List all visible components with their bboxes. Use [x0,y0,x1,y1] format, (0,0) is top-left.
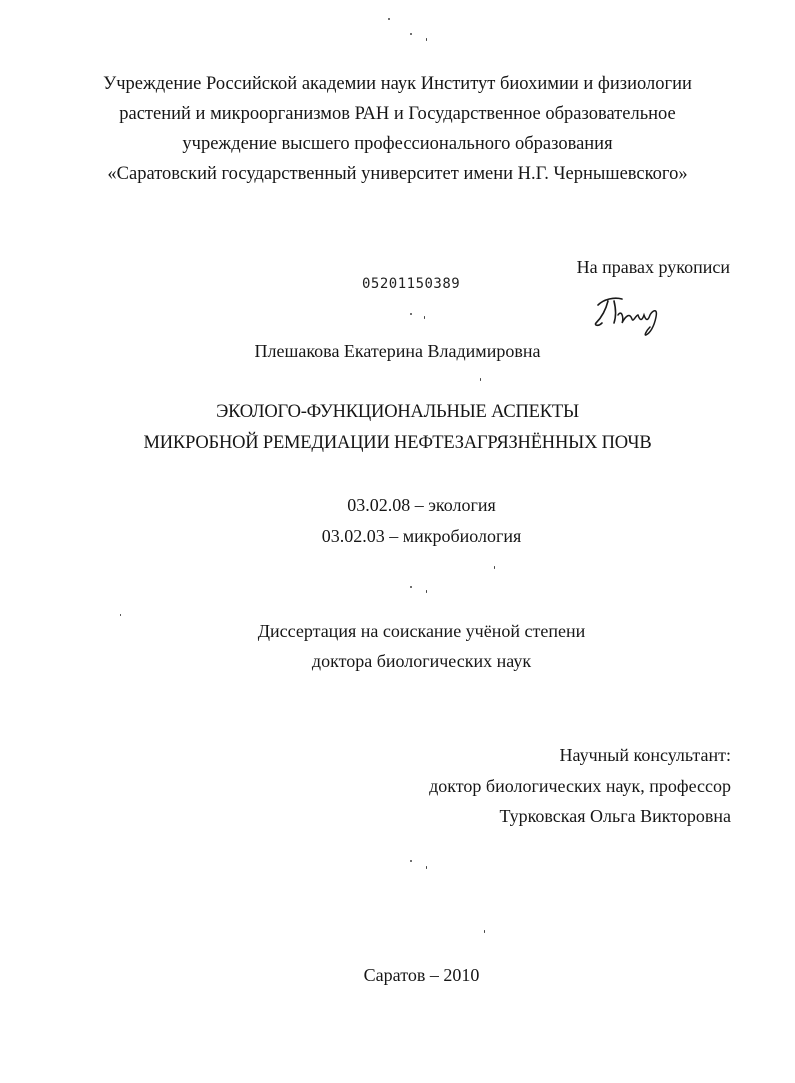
specialty-ecology: 03.02.08 – экология [347,495,496,515]
specialty-microbiology: 03.02.03 – микробиология [321,526,522,546]
scan-speck [426,866,427,869]
institution-line-1: Учреждение Российской академии наук Институт биохимии и физиологии [103,74,692,94]
scan-speck [120,614,121,616]
manuscript-note: На правах рукописи [576,257,730,277]
consultant-name: Турковская Ольга Викторовна [499,806,731,826]
institution-line-3: учреждение высшего профессионального образования [182,134,613,154]
title-line-1: ЭКОЛОГО-ФУНКЦИОНАЛЬНЫЕ АСПЕКТЫ [216,402,579,422]
scan-speck [424,316,425,319]
scan-speck [410,33,412,35]
degree-line-1: Диссертация на соискание учёной степени [257,621,586,641]
scan-speck [410,586,412,588]
scan-speck [494,566,495,569]
scan-speck [410,313,412,315]
scan-speck [388,18,390,20]
author-signature [592,293,672,337]
scan-speck [426,590,427,593]
institution-line-2: растений и микроорганизмов РАН и Государственное образовательное [119,104,676,124]
institution-line-4: «Саратовский государственный университет имени Н.Г. Чернышевского» [107,164,688,184]
scan-speck [484,930,485,933]
city-year: Саратов – 2010 [363,965,480,985]
scan-speck [410,860,412,862]
author-name: Плешакова Екатерина Владимировна [254,341,541,361]
scan-speck [426,38,427,41]
consultant-label: Научный консультант: [559,745,731,765]
title-line-2: МИКРОБНОЙ РЕМЕДИАЦИИ НЕФТЕЗАГРЯЗНЁННЫХ ПОЧВ [143,433,652,453]
consultant-position: доктор биологических наук, профессор [429,776,731,796]
degree-line-2: доктора биологических наук [311,651,532,671]
scan-speck [480,378,481,381]
archive-stamp-number: 05201150389 [362,276,461,292]
